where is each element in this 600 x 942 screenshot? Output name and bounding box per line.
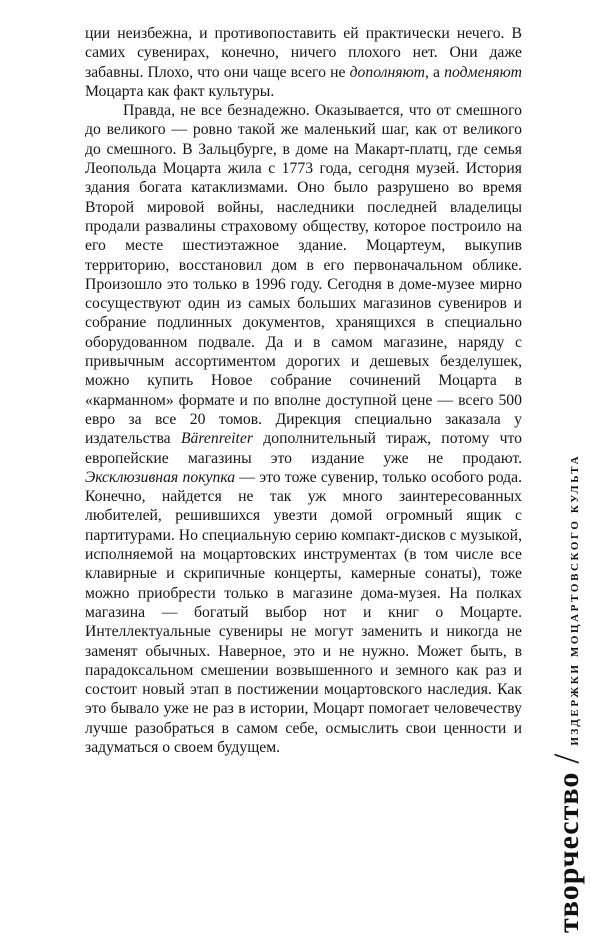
paragraph-2	[85, 101, 522, 757]
separator-slash: /	[546, 753, 586, 764]
text-segment: , а	[424, 63, 445, 81]
emphasis-text: подменяют	[444, 63, 522, 81]
text-segment: ции неизбежна, и противопоставить ей практически нечего. В самих сувенирах, конечно, ничего плохого нет. Они даже забавны. Плохо, что они чаще всего не	[85, 25, 522, 81]
text-segment: Моцарта как факт культуры.	[85, 82, 275, 100]
text-segment: Правда, не все безнадежно. Оказывается, что от смешного до великого — ровно такой же маленький шаг, как от великого до смешного. В Зальцбурге, в доме на Макарт-платц, где семья Леопольда Моцарта жила с 1773 года, сегодня музей. История здания богата катаклизмами. Оно было разрушено во время Второй мировой войны, наследники последней владелицы продали развалины страховому обществу, которое построило на его месте шестиэтажное здание. Моцартеум, выкупив территорию, восстановил дом в его первоначальном облике. Произошло это только в 1996 году. Сегодня в доме-музее мирно сосуществуют один из самых больших магазинов сувениров и собрание подлинных документов, хранящихся в специально оборудованном подвале. Да и в самом магазине, наряду с привычным ассортиментом дорогих и дешевых безделушек, можно купить Новое собрание сочинений Моцарта в «карманном» формате и по вполне доступной цене — всего 500 евро за все 20 томов. Дирекция специально заказала у издательства	[85, 102, 522, 448]
margin-running-title	[545, 453, 586, 933]
emphasis-text: дополняют	[349, 63, 425, 81]
emphasis-text: Эксклюзивная покупка	[85, 468, 236, 486]
text-segment: дополнительный тираж, потому что европейские магазины это издание уже не продают.	[85, 430, 522, 467]
body-text	[85, 24, 522, 757]
chapter-title: ИЗДЕРЖКИ МОЦАРТОВСКОГО КУЛЬТА	[569, 453, 581, 746]
text-segment: — это тоже сувенир, только особого рода. Конечно, найдется не так уж много заинтересованных любителей, решившихся увезти домой огромный ящик с партитурами. Но специальную серию компакт-дисков с музыкой, исполняемой на моцартовских инструментах (в том числе все клавирные и скрипичные концерты, камерные сонаты), тоже можно приобрести только в магазине дома-музея. На полках магазина — богатый выбор нот и книг о Моцарте. Интеллектуальные сувениры не могут заменить и никогда не заменят обычных. Наверное, это и не нужно. Может быть, в парадоксальном смешении возвышенного и земного как раз и состоит новый этап в постижении моцартовского наследия. Как это бывало уже не раз в истории, Моцарт помогает человечеству лучше разобраться в самом себе, осмыслить свои ценности и задуматься о своем будущем.	[85, 468, 522, 756]
paragraph-1	[85, 24, 522, 101]
section-title: творчество	[552, 771, 585, 933]
emphasis-text: Bärenreiter	[180, 430, 253, 448]
